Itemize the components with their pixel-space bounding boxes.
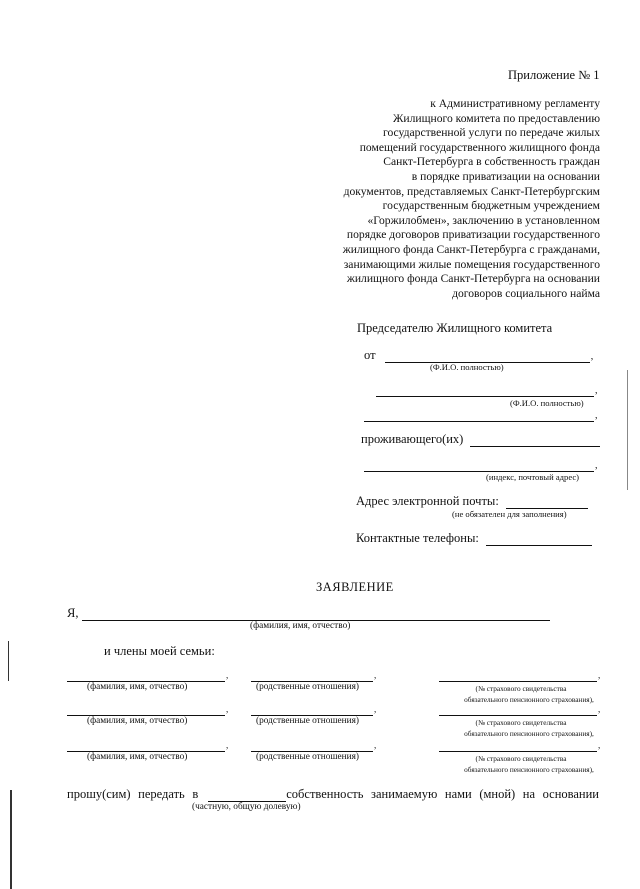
family-snils-field[interactable] — [439, 714, 597, 716]
residing-label: проживающего(их) — [361, 432, 464, 446]
document-page: Приложение № 1 к Административному регламенту Жилищного комитета по предоставлению государственной услуги по передаче жилых помещений государственного жилищного фонда Санкт-Петербурга в собственность граждан в порядке приватизации на основании документов, представляемых Санкт-Петербургским государственным бюджетным учреждением «Горжилобмен», заключению в установленном порядке договоров приватизации государственного жилищного фонда Санкт-Петербурга с гражданами, занимающими жилые помещения государственного жилищного фонда Санкт-Петербурга на основании договоров социального найма Председателю Жилищного комитета от , (Ф.И.О. полностью) , (Ф.И.О. полностью) , проживающего(их) , (индекс, почтовый адрес) Адрес электронной почты: (не обязателен для заполнения) Контактные телефоны: ЗАЯВЛЕНИЕ Я, (фамилия, имя, отчество) и члены моей семьи: , , , (фамилия, имя, отчество) (родственные отношения) (№ страхового свидетельства обязательного пенсионного страхования), , , , (фамилия, имя, отчество) (родственные отношения) (№ страхового свидетельства обязательного пенсионного страхования), , , , (фамилия, имя, отчество) (родственные отношения) (№ страхового свидетельства обязательного пенсионного страхования), прошу(сим) передать в собственность занимаемую нами (мной) на основании (частную, общую долевую) — [0, 0, 640, 889]
fio-row-2: , — [376, 382, 598, 397]
appendix-title: Приложение № 1 — [508, 68, 600, 82]
request-line — [67, 787, 599, 802]
regulation-line: документов, представляемых Санкт-Петербургским — [343, 184, 600, 198]
applicant-row — [67, 606, 550, 621]
phones-label: Контактные телефоны: — [356, 531, 479, 545]
regulation-line: жилищного фонда Санкт-Петербурга на основании — [346, 272, 600, 286]
scan-edge-mark — [8, 641, 9, 681]
scan-edge-mark — [10, 790, 12, 889]
regulation-line: государственным бюджетным учреждением — [382, 199, 600, 213]
request-word: на — [522, 787, 536, 801]
postal-address-field[interactable] — [364, 459, 594, 472]
regulation-line: помещений государственного жилищного фонда — [359, 140, 600, 154]
addressee-chairman: Председателю Жилищного комитета — [357, 321, 553, 335]
phones-field[interactable] — [486, 533, 592, 546]
ownership-hint: (частную, общую долевую) — [192, 802, 301, 812]
address-hint: (индекс, почтовый адрес) — [486, 472, 580, 482]
family-snils-hint: (№ страхового свидетельства обязательного пенсионного страхования), — [464, 718, 594, 738]
family-name-hint: (фамилия, имя, отчество) — [87, 752, 188, 762]
family-name-hint: (фамилия, имя, отчество) — [87, 716, 188, 726]
address-row: , — [364, 457, 598, 472]
fio-hint: (Ф.И.О. полностью) — [430, 362, 504, 372]
scan-edge-mark — [627, 370, 628, 490]
email-hint: (не обязателен для заполнения) — [452, 509, 567, 519]
residing-row — [361, 432, 600, 447]
applicant-hint: (фамилия, имя, отчество) — [250, 621, 351, 631]
family-relation-hint: (родственные отношения) — [256, 752, 359, 762]
from-label: от — [364, 348, 376, 362]
email-label: Адрес электронной почты: — [356, 494, 499, 508]
family-snils-hint: (№ страхового свидетельства обязательного пенсионного страхования), — [464, 684, 594, 704]
fio-hint-2: (Ф.И.О. полностью) — [510, 398, 584, 408]
family-snils-field[interactable] — [439, 680, 597, 682]
from-row: от , — [364, 348, 594, 362]
regulation-line: «Горжилобмен», заключению в установленном — [367, 213, 600, 227]
request-word: нами — [444, 787, 472, 801]
regulation-line: в порядке приватизации на основании — [411, 169, 600, 183]
regulation-line: к Административному регламенту — [430, 97, 600, 110]
family-relation-hint: (родственные отношения) — [256, 716, 359, 726]
request-word: занимаемую — [371, 787, 438, 801]
fio-field-2[interactable] — [376, 384, 594, 397]
fio-field-3[interactable] — [364, 409, 594, 422]
family-name-hint: (фамилия, имя, отчество) — [87, 682, 188, 692]
family-relation-hint: (родственные отношения) — [256, 682, 359, 692]
applicant-label: Я, — [67, 606, 79, 620]
regulation-line: порядке договоров приватизации государственного — [346, 228, 600, 242]
regulation-line: Санкт-Петербурга в собственность граждан — [383, 155, 600, 169]
family-snils-hint: (№ страхового свидетельства обязательного пенсионного страхования), — [464, 754, 594, 774]
regulation-line: Жилищного комитета по предоставлению — [392, 111, 600, 125]
request-word: передать — [138, 787, 185, 801]
regulation-line: жилищного фонда Санкт-Петербурга с гражданами, — [342, 242, 600, 256]
request-word: прошу(сим) — [67, 787, 131, 801]
family-label: и члены моей семьи: — [104, 644, 215, 658]
applicant-fio-field[interactable] — [82, 608, 550, 621]
regulation-line: договоров социального найма — [452, 286, 600, 300]
regulation-reference — [300, 97, 600, 301]
ownership-type-field[interactable] — [208, 789, 286, 802]
statement-title: ЗАЯВЛЕНИЕ — [316, 580, 394, 594]
residing-field[interactable] — [470, 434, 600, 447]
phones-row — [356, 531, 592, 546]
regulation-line: государственной услуги по передаче жилых — [383, 126, 600, 140]
family-snils-field[interactable] — [439, 750, 597, 752]
email-field[interactable] — [506, 496, 588, 509]
email-row — [356, 494, 588, 509]
fio-row-3: , — [364, 407, 598, 422]
request-word: основании — [542, 787, 599, 801]
request-word: (мной) — [479, 787, 516, 801]
regulation-line: занимающими жилые помещения государственного — [343, 257, 600, 271]
request-word: в собственность — [192, 787, 364, 801]
